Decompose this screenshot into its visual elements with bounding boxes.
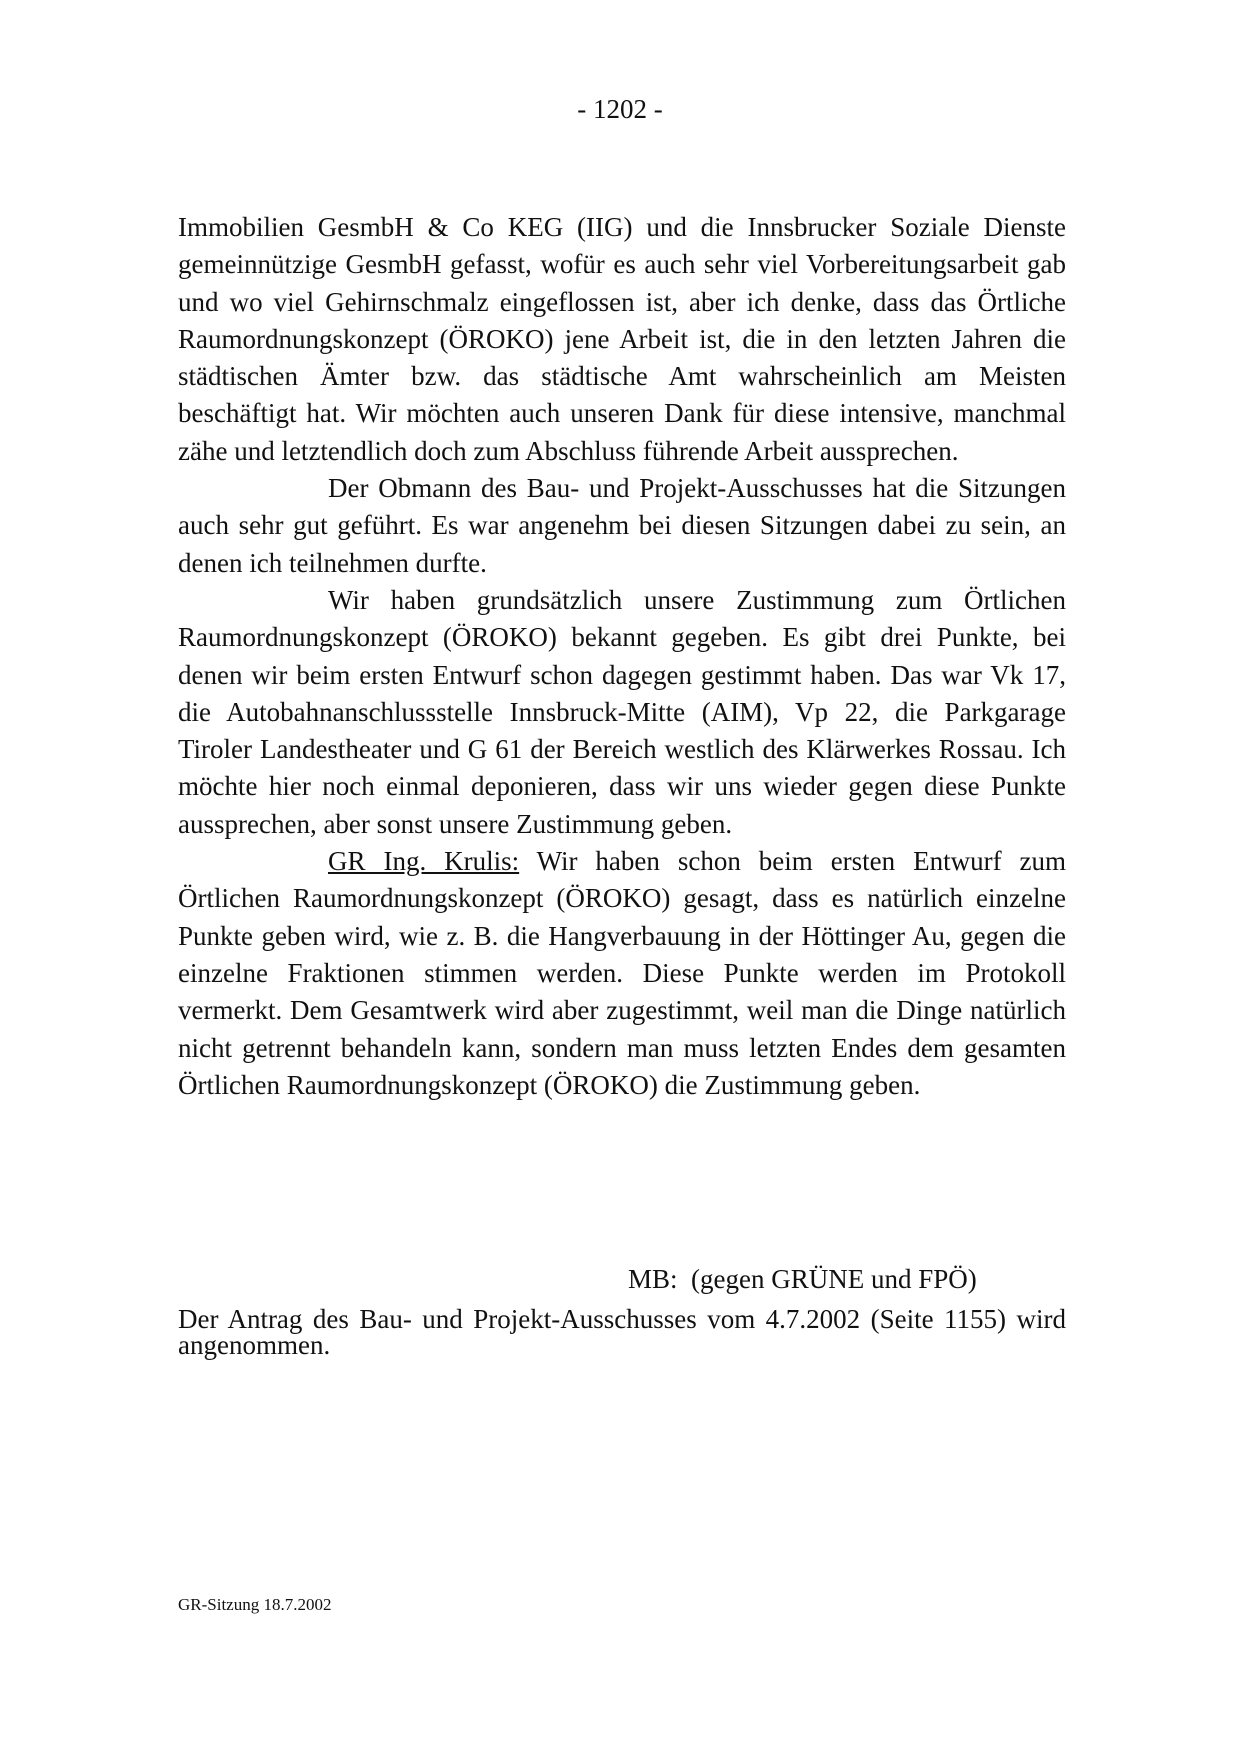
motion-result: Der Antrag des Bau- und Projekt-Ausschusses vom 4.7.2002 (Seite 1155) wird angenommen. <box>178 1304 1066 1360</box>
speaker-name: GR Ing. Krulis: <box>328 846 520 877</box>
paragraph: Der Obmann des Bau- und Projekt-Ausschusses hat die Sitzungen auch sehr gut geführt. Es war angenehm bei diesen Sitzungen dabei zu sein, an denen ich teilnehmen durfte. <box>178 473 1066 578</box>
paragraph: Wir haben grundsätzlich unsere Zustimmung zum Örtlichen Raumordnungskonzept (ÖROKO) bekannt gegeben. Es gibt drei Punkte, bei denen wir beim ersten Entwurf schon dagegen gestimmt haben. Das war Vk 17, die Autobahnanschlussstelle Innsbruck-Mitte (AIM), Vp 22, die Parkgarage Tiroler Landestheater und G 61 der Bereich westlich des Klärwerkes Rossau. Ich möchte hier noch einmal deponieren, dass wir uns wieder gegen diese Punkte aussprechen, aber sonst unsere Zustimmung geben. <box>178 584 1066 839</box>
page-number: - 1202 - <box>577 94 663 124</box>
protocol-body <box>178 209 1066 1104</box>
paragraph-continuation: Immobilien GesmbH & Co KEG (IIG) und die Innsbrucker Soziale Dienste gemeinnützige GesmbH gefasst, wofür es auch sehr viel Vorbereitungsarbeit gab und wo viel Gehirnschmalz eingeflossen ist, aber ich denke, dass das Örtliche Raumordnungskonzept (ÖROKO) jene Arbeit ist, die in den letzten Jahren die städtischen Ämter bzw. das städtische Amt wahrscheinlich am Meisten beschäftigt hat. Wir möchten auch unseren Dank für diese intensive, manchmal zähe und letztendlich doch zum Abschluss führende Arbeit aussprechen. <box>178 212 1066 466</box>
footer-session-date: GR-Sitzung 18.7.2002 <box>178 1595 332 1614</box>
vote-result <box>628 1264 977 1294</box>
vote-label: MB: <box>628 1264 678 1294</box>
speaker-statement: Wir haben schon beim ersten Entwurf zum Örtlichen Raumordnungskonzept (ÖROKO) gesagt, dass es natürlich einzelne Punkte geben wird, wie z. B. die Hangverbauung in der Höttinger Au, gegen die einzelne Fraktionen stimmen werden. Diese Punkte werden im Protokoll vermerkt. Dem Gesamtwerk wird aber zugestimmt, weil man die Dinge natürlich nicht getrennt behandeln kann, sondern man muss letzten Endes dem gesamten Örtlichen Raumordnungskonzept (ÖROKO) die Zustimmung geben. <box>178 846 1066 1100</box>
vote-detail: (gegen GRÜNE und FPÖ) <box>691 1264 977 1294</box>
speaker-paragraph <box>178 843 1066 1104</box>
